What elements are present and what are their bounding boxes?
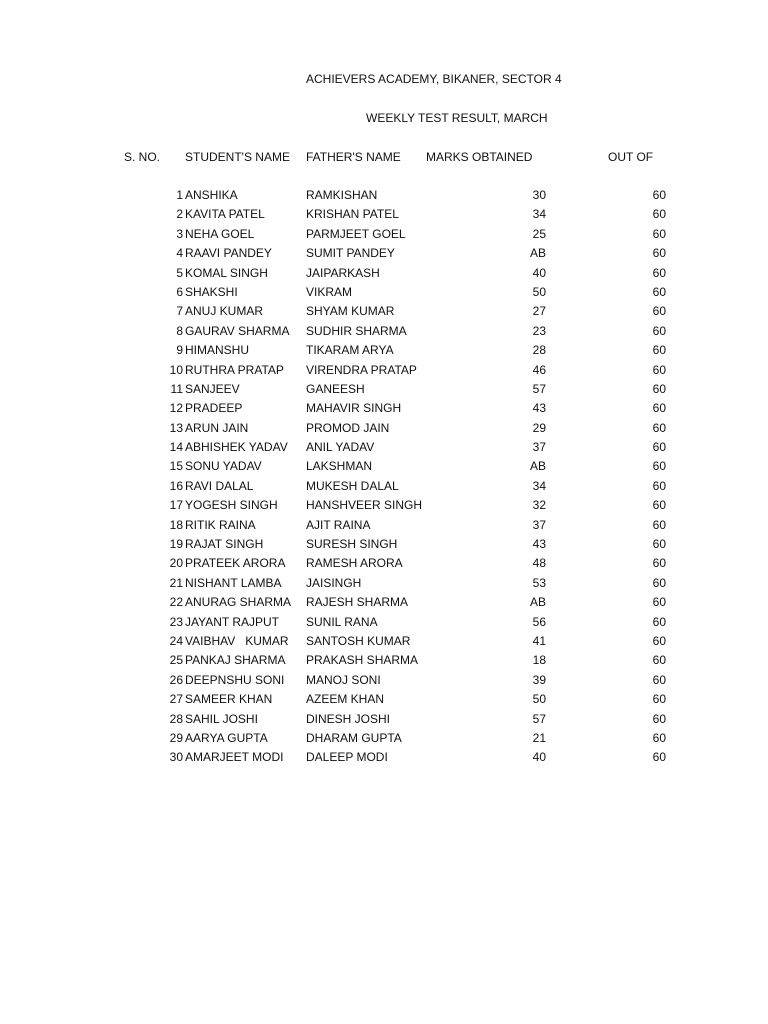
student-name-cell: NEHA GOEL <box>185 226 255 241</box>
father-name-cell: DALEEP MODI <box>306 750 388 765</box>
student-name-cell: KOMAL SINGH <box>185 265 268 280</box>
serial-number-cell: 6 <box>176 284 183 299</box>
marks-obtained-cell: 21 <box>532 730 546 745</box>
marks-obtained-cell: 57 <box>532 381 546 396</box>
student-name-cell: VAIBHAV KUMAR <box>185 633 289 648</box>
marks-obtained-cell: 46 <box>532 362 546 377</box>
serial-number-cell: 1 <box>176 188 183 202</box>
out-of-cell: 60 <box>652 672 666 687</box>
serial-number-cell: 20 <box>169 556 183 571</box>
marks-obtained-cell: 39 <box>532 672 546 687</box>
out-of-cell: 60 <box>652 304 666 319</box>
serial-number-cell: 17 <box>169 498 183 513</box>
table-row <box>0 363 768 382</box>
column-header-out-of: OUT OF <box>608 150 654 164</box>
father-name-cell: SUMIT PANDEY <box>306 246 395 261</box>
serial-number-cell: 24 <box>169 633 183 648</box>
father-name-cell: SUDHIR SHARMA <box>306 323 407 338</box>
table-row <box>0 459 768 478</box>
student-name-cell: RAAVI PANDEY <box>185 246 272 261</box>
marks-obtained-cell: 53 <box>532 575 546 590</box>
student-name-cell: RAJAT SINGH <box>185 537 264 552</box>
marks-obtained-cell: 50 <box>532 692 546 707</box>
serial-number-cell: 29 <box>169 730 183 745</box>
table-row <box>0 556 768 575</box>
table-row <box>0 712 768 731</box>
serial-number-cell: 22 <box>169 595 183 610</box>
serial-number-cell: 21 <box>169 575 183 590</box>
table-row <box>0 595 768 614</box>
serial-number-cell: 23 <box>169 614 183 629</box>
marks-obtained-cell: 57 <box>532 711 546 726</box>
student-name-cell: ABHISHEK YADAV <box>185 440 288 455</box>
student-name-cell: AMARJEET MODI <box>185 750 284 765</box>
father-name-cell: ANIL YADAV <box>306 440 375 455</box>
table-row <box>0 653 768 672</box>
table-row <box>0 401 768 420</box>
serial-number-cell: 5 <box>176 265 183 280</box>
out-of-cell: 60 <box>652 517 666 532</box>
father-name-cell: MAHAVIR SINGH <box>306 401 402 416</box>
column-header-father-name: FATHER'S NAME <box>306 150 401 164</box>
marks-obtained-cell: 37 <box>532 440 546 455</box>
out-of-cell: 60 <box>652 265 666 280</box>
father-name-cell: PROMOD JAIN <box>306 420 390 435</box>
father-name-cell: DHARAM GUPTA <box>306 730 402 745</box>
student-name-cell: DEEPNSHU SONI <box>185 672 285 687</box>
serial-number-cell: 26 <box>169 672 183 687</box>
marks-obtained-cell: 28 <box>532 343 546 358</box>
table-row <box>0 227 768 246</box>
out-of-cell: 60 <box>652 226 666 241</box>
serial-number-cell: 11 <box>170 381 183 396</box>
marks-obtained-cell: 34 <box>532 478 546 493</box>
out-of-cell: 60 <box>652 362 666 377</box>
student-name-cell: NISHANT LAMBA <box>185 575 282 590</box>
marks-obtained-cell: AB <box>529 459 546 474</box>
father-name-cell: JAISINGH <box>306 575 362 590</box>
table-row <box>0 343 768 362</box>
table-row <box>0 421 768 440</box>
father-name-cell: RAMESH ARORA <box>306 556 403 571</box>
out-of-cell: 60 <box>652 692 666 707</box>
table-row <box>0 479 768 498</box>
student-name-cell: ARUN JAIN <box>185 420 249 435</box>
out-of-cell: 60 <box>652 575 666 590</box>
father-name-cell: RAJESH SHARMA <box>306 595 409 610</box>
student-name-cell: GAURAV SHARMA <box>185 323 290 338</box>
table-row <box>0 266 768 285</box>
table-row <box>0 304 768 323</box>
marks-obtained-cell: 32 <box>532 498 546 513</box>
marks-obtained-cell: 50 <box>532 284 546 299</box>
table-row <box>0 518 768 537</box>
table-row <box>0 634 768 653</box>
father-name-cell: VIRENDRA PRATAP <box>306 362 417 377</box>
out-of-cell: 60 <box>652 595 666 610</box>
father-name-cell: DINESH JOSHI <box>306 711 391 726</box>
marks-obtained-cell: 56 <box>532 614 546 629</box>
marks-obtained-cell: 43 <box>532 537 546 552</box>
serial-number-cell: 15 <box>169 459 183 474</box>
out-of-cell: 60 <box>652 440 666 455</box>
marks-obtained-cell: 23 <box>532 323 546 338</box>
out-of-cell: 60 <box>652 498 666 513</box>
serial-number-cell: 18 <box>169 517 183 532</box>
marks-obtained-cell: 43 <box>532 401 546 416</box>
father-name-cell: TIKARAM ARYA <box>306 343 394 358</box>
serial-number-cell: 9 <box>176 343 183 358</box>
student-name-cell: JAYANT RAJPUT <box>185 614 280 629</box>
out-of-cell: 60 <box>652 188 666 202</box>
serial-number-cell: 19 <box>169 537 183 552</box>
father-name-cell: GANEESH <box>306 381 365 396</box>
out-of-cell: 60 <box>652 711 666 726</box>
marks-obtained-cell: AB <box>529 595 546 610</box>
marks-obtained-cell: 48 <box>532 556 546 571</box>
student-name-cell: RUTHRA PRATAP <box>185 362 284 377</box>
student-name-cell: SONU YADAV <box>185 459 262 474</box>
table-row <box>0 750 768 769</box>
out-of-cell: 60 <box>652 730 666 745</box>
table-row <box>0 731 768 750</box>
marks-obtained-cell: 30 <box>532 188 546 202</box>
father-name-cell: SURESH SINGH <box>306 537 398 552</box>
marks-obtained-cell: 40 <box>532 750 546 765</box>
father-name-cell: PRAKASH SHARMA <box>306 653 419 668</box>
student-name-cell: ANUJ KUMAR <box>185 304 264 319</box>
table-row <box>0 537 768 556</box>
table-row <box>0 246 768 265</box>
marks-obtained-cell: 27 <box>532 304 546 319</box>
table-row <box>0 207 768 226</box>
column-header-marks: MARKS OBTAINED <box>426 150 533 164</box>
father-name-cell: SANTOSH KUMAR <box>306 633 411 648</box>
father-name-cell: HANSHVEER SINGH <box>306 498 423 513</box>
student-name-cell: PRADEEP <box>185 401 243 416</box>
serial-number-cell: 2 <box>176 207 183 222</box>
student-name-cell: HIMANSHU <box>185 343 250 358</box>
table-row <box>0 285 768 304</box>
out-of-cell: 60 <box>652 537 666 552</box>
serial-number-cell: 8 <box>176 323 183 338</box>
document-title: ACHIEVERS ACADEMY, BIKANER, SECTOR 4 <box>306 72 562 86</box>
marks-obtained-cell: 34 <box>532 207 546 222</box>
serial-number-cell: 3 <box>176 226 183 241</box>
student-name-cell: ANURAG SHARMA <box>185 595 292 610</box>
serial-number-cell: 4 <box>176 246 183 261</box>
serial-number-cell: 30 <box>169 750 183 765</box>
marks-obtained-cell: AB <box>529 246 546 261</box>
student-name-cell: SANJEEV <box>185 381 240 396</box>
student-name-cell: PANKAJ SHARMA <box>185 653 286 668</box>
out-of-cell: 60 <box>652 478 666 493</box>
father-name-cell: SHYAM KUMAR <box>306 304 395 319</box>
column-header-student-name: STUDENT'S NAME <box>185 150 290 164</box>
out-of-cell: 60 <box>652 420 666 435</box>
father-name-cell: LAKSHMAN <box>306 459 373 474</box>
out-of-cell: 60 <box>652 653 666 668</box>
table-row <box>0 440 768 459</box>
marks-obtained-cell: 41 <box>532 633 546 648</box>
out-of-cell: 60 <box>652 381 666 396</box>
serial-number-cell: 28 <box>169 711 183 726</box>
table-row <box>0 673 768 692</box>
serial-number-cell: 7 <box>176 304 183 319</box>
out-of-cell: 60 <box>652 614 666 629</box>
serial-number-cell: 13 <box>169 420 183 435</box>
student-name-cell: PRATEEK ARORA <box>185 556 286 571</box>
out-of-cell: 60 <box>652 401 666 416</box>
student-name-cell: KAVITA PATEL <box>185 207 265 222</box>
document-subtitle: WEEKLY TEST RESULT, MARCH <box>366 111 548 125</box>
father-name-cell: PARMJEET GOEL <box>306 226 406 241</box>
table-row <box>0 324 768 343</box>
out-of-cell: 60 <box>652 750 666 765</box>
father-name-cell: AZEEM KHAN <box>306 692 385 707</box>
father-name-cell: KRISHAN PATEL <box>306 207 399 222</box>
student-name-cell: RAVI DALAL <box>185 478 254 493</box>
table-row <box>0 498 768 517</box>
father-name-cell: MUKESH DALAL <box>306 478 399 493</box>
marks-obtained-cell: 29 <box>532 420 546 435</box>
out-of-cell: 60 <box>652 459 666 474</box>
table-row <box>0 382 768 401</box>
out-of-cell: 60 <box>652 207 666 222</box>
marks-obtained-cell: 37 <box>532 517 546 532</box>
serial-number-cell: 12 <box>169 401 183 416</box>
results-table-body <box>0 188 768 770</box>
serial-number-cell: 25 <box>169 653 183 668</box>
out-of-cell: 60 <box>652 633 666 648</box>
out-of-cell: 60 <box>652 343 666 358</box>
out-of-cell: 60 <box>652 246 666 261</box>
table-row <box>0 188 768 207</box>
out-of-cell: 60 <box>652 323 666 338</box>
father-name-cell: SUNIL RANA <box>306 614 378 629</box>
student-name-cell: ANSHIKA <box>185 188 238 202</box>
column-header-sno: S. NO. <box>124 150 161 164</box>
serial-number-cell: 16 <box>169 478 183 493</box>
student-name-cell: YOGESH SINGH <box>185 498 278 513</box>
student-name-cell: SAHIL JOSHI <box>185 711 258 726</box>
marks-obtained-cell: 18 <box>532 653 546 668</box>
father-name-cell: AJIT RAINA <box>306 517 371 532</box>
table-row <box>0 615 768 634</box>
out-of-cell: 60 <box>652 556 666 571</box>
student-name-cell: AARYA GUPTA <box>185 730 268 745</box>
student-name-cell: RITIK RAINA <box>185 517 256 532</box>
table-row <box>0 692 768 711</box>
marks-obtained-cell: 40 <box>532 265 546 280</box>
father-name-cell: MANOJ SONI <box>306 672 381 687</box>
out-of-cell: 60 <box>652 284 666 299</box>
student-name-cell: SAMEER KHAN <box>185 692 273 707</box>
student-name-cell: SHAKSHI <box>185 284 238 299</box>
father-name-cell: VIKRAM <box>306 284 353 299</box>
serial-number-cell: 14 <box>169 440 183 455</box>
serial-number-cell: 27 <box>169 692 183 707</box>
marks-obtained-cell: 25 <box>532 226 546 241</box>
serial-number-cell: 10 <box>169 362 183 377</box>
father-name-cell: JAIPARKASH <box>306 265 380 280</box>
table-row <box>0 576 768 595</box>
father-name-cell: RAMKISHAN <box>306 188 378 202</box>
